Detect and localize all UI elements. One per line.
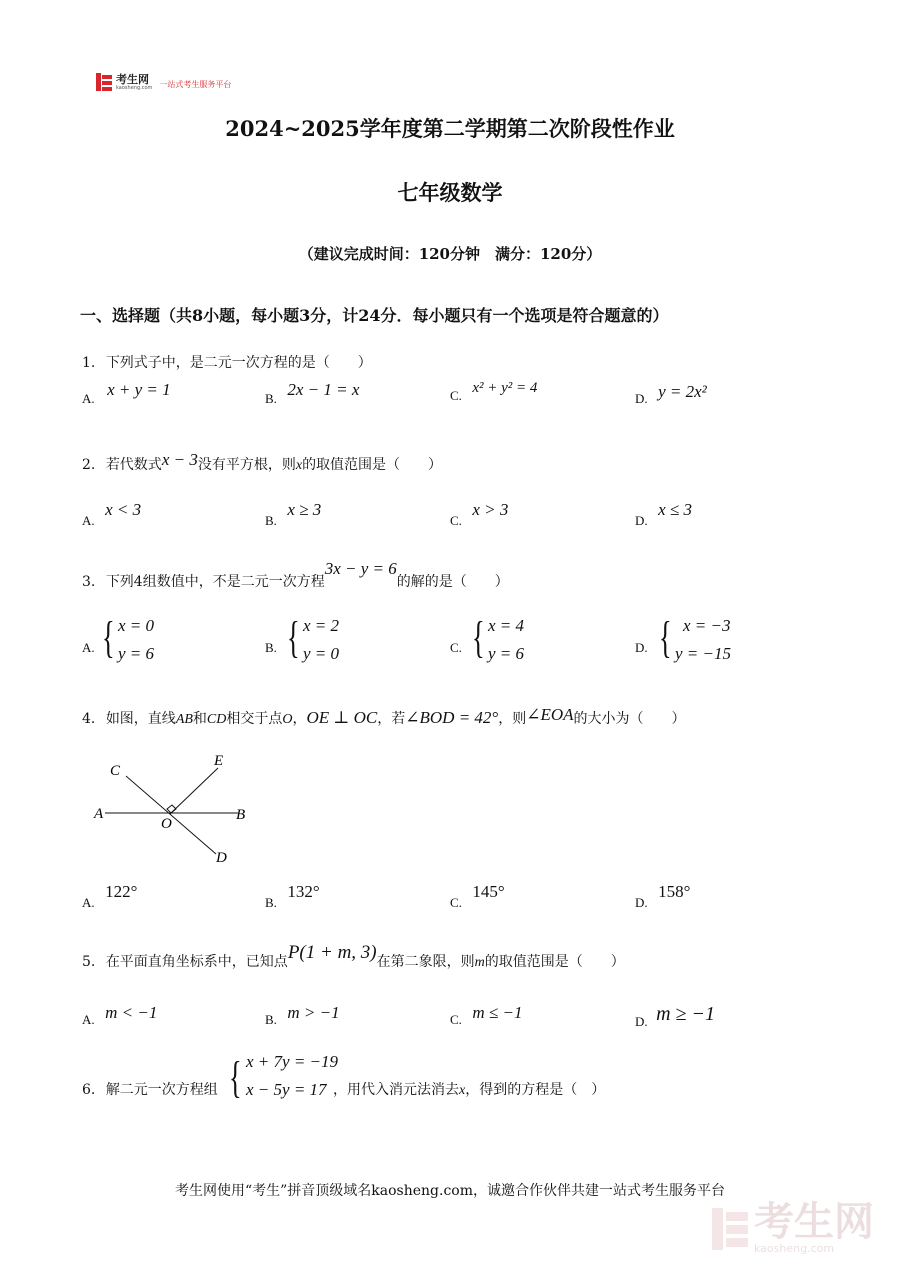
option-1a[interactable]: A. x + y = 1	[82, 380, 171, 406]
option-3a[interactable]: A. { x = 0 y = 6	[82, 613, 155, 663]
logo-slogan: 一站式考生服务平台	[159, 79, 232, 89]
option-1d[interactable]: D. y = 2x²	[635, 382, 707, 406]
section-heading: 一、选择题（共8小题，每小题3分，计24分．每小题只有一个选项是符合题意的）	[80, 306, 669, 325]
exam-info: （建议完成时间：120分钟 满分：120分）	[298, 245, 602, 263]
label-a: A	[94, 806, 104, 822]
label-o: O	[161, 816, 172, 832]
question-1	[82, 352, 372, 372]
label-d: D	[216, 850, 227, 866]
question-3: 3. 下列4组数值中，不是二元一次方程3x − y = 6的解的是（ ）	[82, 559, 509, 590]
label-e: E	[214, 753, 224, 769]
label-c: C	[110, 763, 121, 779]
question-5: 5. 在平面直角坐标系中，已知点P(1 + m, 3)在第二象限，则m的取值范围是（ ）	[82, 942, 625, 970]
option-5a[interactable]: A. m < −1	[82, 1003, 158, 1027]
option-3d[interactable]: D. { x = −3 y = −15	[635, 613, 731, 663]
option-4b[interactable]: B. 132°	[265, 882, 320, 910]
question-6-tail: ，用代入消元法消去x，得到的方程是（ ）	[333, 1082, 606, 1098]
question-2: 2. 若代数式x − 3没有平方根，则x的取值范围是（ ）	[82, 450, 443, 473]
option-3b[interactable]: B. { x = 2 y = 0	[265, 613, 340, 663]
option-5b[interactable]: B. m > −1	[265, 1003, 340, 1027]
option-2c[interactable]: C. x > 3	[450, 500, 509, 528]
option-4c[interactable]: C. 145°	[450, 882, 505, 910]
option-4d[interactable]: D. 158°	[635, 882, 691, 910]
option-3c[interactable]: C. { x = 4 y = 6	[450, 613, 525, 663]
line-cd	[126, 776, 216, 854]
option-5c[interactable]: C. m ≤ −1	[450, 1003, 523, 1027]
option-4a[interactable]: A. 122°	[82, 882, 138, 910]
logo-name: 考生网	[116, 72, 149, 86]
option-2d[interactable]: D. x ≤ 3	[635, 500, 692, 528]
question-number: 1.	[82, 355, 96, 371]
option-2b[interactable]: B. x ≥ 3	[265, 500, 322, 528]
label-b: B	[236, 807, 246, 823]
logo-domain: kaosheng.com	[116, 84, 153, 91]
option-1c[interactable]: C. x² + y² = 4	[450, 380, 538, 403]
question-6: 6. 解二元一次方程组	[82, 1082, 218, 1098]
geometry-figure	[90, 748, 270, 868]
ray-oe	[170, 768, 218, 814]
exam-subject: 七年级数学	[397, 180, 503, 205]
system-brace: {	[229, 1053, 242, 1102]
option-1b[interactable]: B. 2x − 1 = x	[265, 380, 360, 406]
watermark-logo-icon	[712, 1208, 748, 1250]
option-5d[interactable]: D. m ≥ −1	[635, 1003, 716, 1029]
kaosheng-logo-icon	[96, 73, 112, 91]
question-4: 4. 如图，直线AB和CD相交于点O，OE ⊥ OC，若∠BOD = 42°，则∠EOA的大小为（ ）	[82, 705, 686, 727]
footer-text: 考生网使用“考生”拼音顶级域名kaosheng.com，诚邀合作伙伴共建一站式考生服务平台	[174, 1183, 726, 1199]
watermark: 考生网 kaosheng.com	[712, 1202, 874, 1255]
question-text: 下列式子中，是二元一次方程的是（ ）	[105, 355, 372, 371]
option-2a[interactable]: A. x < 3	[82, 500, 142, 528]
exam-title: 2024~2025学年度第二学期第二次阶段性作业	[225, 116, 675, 141]
site-logo	[96, 73, 231, 91]
equation-system: x + 7y = −19 x − 5y = 17	[246, 1052, 339, 1099]
